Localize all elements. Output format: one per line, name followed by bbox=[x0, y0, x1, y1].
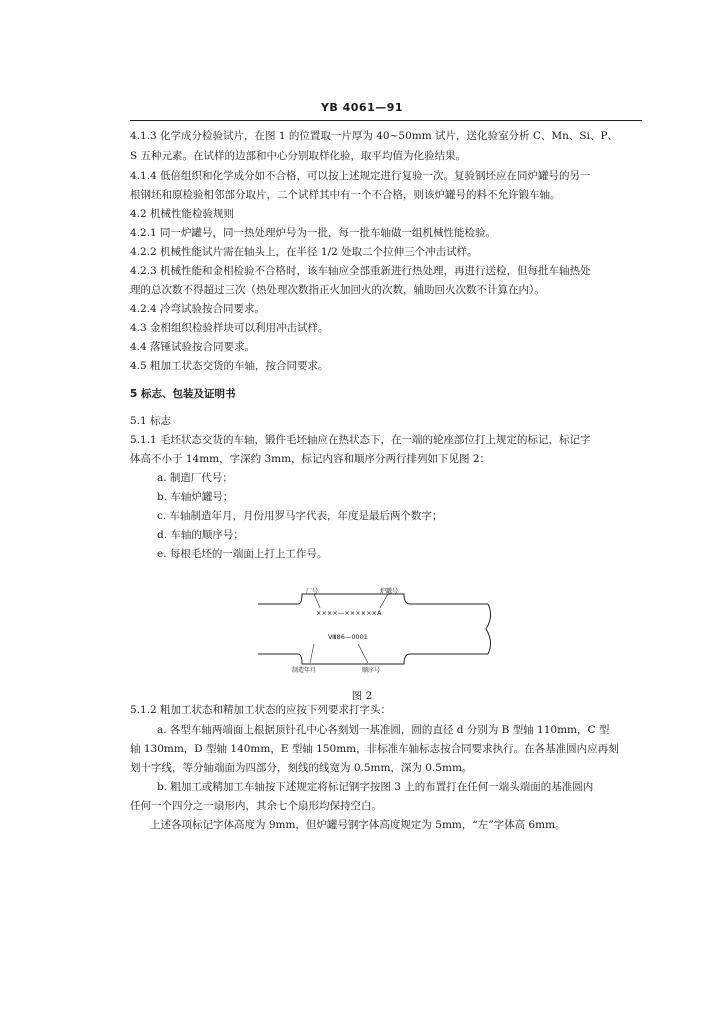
section-5-title: 5 标志、包装及证明书 bbox=[130, 388, 236, 400]
para-5-1-2-a-line3: 划十字线，等分轴端面为四部分，刻线的线宽为 0.5mm，深为 0.5mm。 bbox=[130, 762, 473, 774]
label-manufacture-date: 制造年月 bbox=[292, 667, 317, 674]
para-4-2-1: 4.2.1 同一炉罐号，同一热处理炉号为一批，每一批车轴做一组机械性能检验。 bbox=[130, 227, 497, 239]
para-5-1-1-line1: 5.1.1 毛坯状态交货的车轴，锻件毛坯轴应在热状态下，在一端的轮座部位打上规定的标记，标记字 bbox=[130, 434, 591, 446]
para-4-2-3-line2: 理的总次数不得超过三次（热处理次数指正火加回火的次数，辅助回火次数不计算在内）。 bbox=[130, 284, 545, 296]
para-4-4: 4.4 落锤试验按合同要求。 bbox=[130, 341, 256, 353]
para-5-1-2: 5.1.2 粗加工状态和精加工状态的应按下列要求打字头： bbox=[130, 704, 392, 716]
label-factory-code: 厂号 bbox=[306, 588, 319, 595]
para-5-1-2-a-line1: a. 各型车轴两端面上根据顶针孔中心各刻划一基准圆，圆的直径 d 分别为 B 型轴 110mm，C 型 bbox=[157, 724, 610, 736]
list-item-d: d. 车轴的顺序号； bbox=[157, 529, 244, 541]
para-5-1-2-a-line2: 轴 130mm，D 型轴 140mm，E 型轴 150mm，非标准车轴标志按合同要求执行。在各基准圆内应再刻 bbox=[130, 743, 619, 755]
leader-manufacture-date bbox=[310, 644, 314, 663]
axle-bottom-profile bbox=[298, 654, 488, 664]
para-4-2-3-line1: 4.2.3 机械性能和金相检验不合格时，该车轴应全部重新进行热处理，再进行送检，但每批车轴热处 bbox=[130, 265, 591, 277]
list-item-e: e. 每根毛坯的一端面上打上工作号。 bbox=[157, 548, 328, 560]
figure-2-caption: 图 2 bbox=[351, 690, 373, 702]
para-4-5: 4.5 粗加工状态交货的车轴，按合同要求。 bbox=[130, 360, 329, 372]
heading-4-2: 4.2 机械性能检验规则 bbox=[130, 208, 235, 220]
para-5-1-2-b-line1: b. 粗加工或精加工车轴按下述规定将标记钢字按图 3 上的布置打在任何一端头端面的基准圆内 bbox=[157, 781, 594, 793]
para-4-1-4-line1: 4.1.4 低倍组织和化学成分如不合格，可以按上述规定进行复验一次。复验钢坯应在同炉罐号的另一 bbox=[130, 170, 591, 182]
header-rule bbox=[130, 120, 642, 121]
para-marking-heights: 上述各项标记字体高度为 9mm，但炉罐号钢字体高度规定为 5mm，“左”字体高 6mm。 bbox=[150, 819, 566, 831]
label-serial-number: 顺序号 bbox=[362, 667, 381, 674]
leader-serial-number bbox=[358, 644, 368, 663]
axle-top-profile bbox=[298, 594, 488, 604]
list-item-c: c. 车轴制造年月，月份用罗马字代表，年度是最后两个数字； bbox=[157, 510, 443, 522]
marking-line-bottom: Ⅷ86—0001 bbox=[328, 633, 368, 641]
label-heat-number: 炉罐号 bbox=[380, 588, 399, 595]
axle-break-line bbox=[486, 604, 491, 654]
list-item-b: b. 车轴炉罐号； bbox=[157, 491, 234, 503]
para-4-1-3-line1: 4.1.3 化学成分检验试片，在图 1 的位置取一片厚为 40~50mm 试片，送化验室分析 C、Mn、Si、P、 bbox=[130, 130, 619, 142]
marking-line-top: ××××—××××××A bbox=[316, 609, 382, 617]
para-4-1-3-line2: S 五种元素。在试样的边部和中心分别取样化验，取平均值为化验结果。 bbox=[130, 150, 467, 162]
para-4-2-2: 4.2.2 机械性能试片需在轴头上，在半径 1/2 处取二个拉伸三个冲击试样。 bbox=[130, 246, 478, 258]
figure-2-axle-marking-diagram bbox=[258, 582, 492, 674]
para-4-2-4: 4.2.4 冷弯试验按合同要求。 bbox=[130, 303, 266, 315]
heading-5-1: 5.1 标志 bbox=[130, 415, 172, 427]
para-5-1-1-line2: 体高不小于 14mm，字深约 3mm，标记内容和顺序分两行排列如下见图 2： bbox=[130, 453, 491, 465]
list-item-a: a. 制造厂代号； bbox=[157, 472, 233, 484]
para-4-3: 4.3 金相组织检验样块可以利用冲击试样。 bbox=[130, 322, 329, 334]
leader-heat-number bbox=[380, 594, 388, 608]
para-5-1-2-b-line2: 任何一个四分之一扇形内，其余七个扇形均保持空白。 bbox=[130, 800, 382, 812]
leader-factory-code bbox=[314, 594, 320, 608]
para-4-1-4-line2: 根钢坯和原检验相邻部分取片，二个试样其中有一个不合格，则该炉罐号的料不允许锻车轴。 bbox=[130, 189, 561, 201]
standard-number-header: YB 4061—91 bbox=[320, 101, 404, 114]
